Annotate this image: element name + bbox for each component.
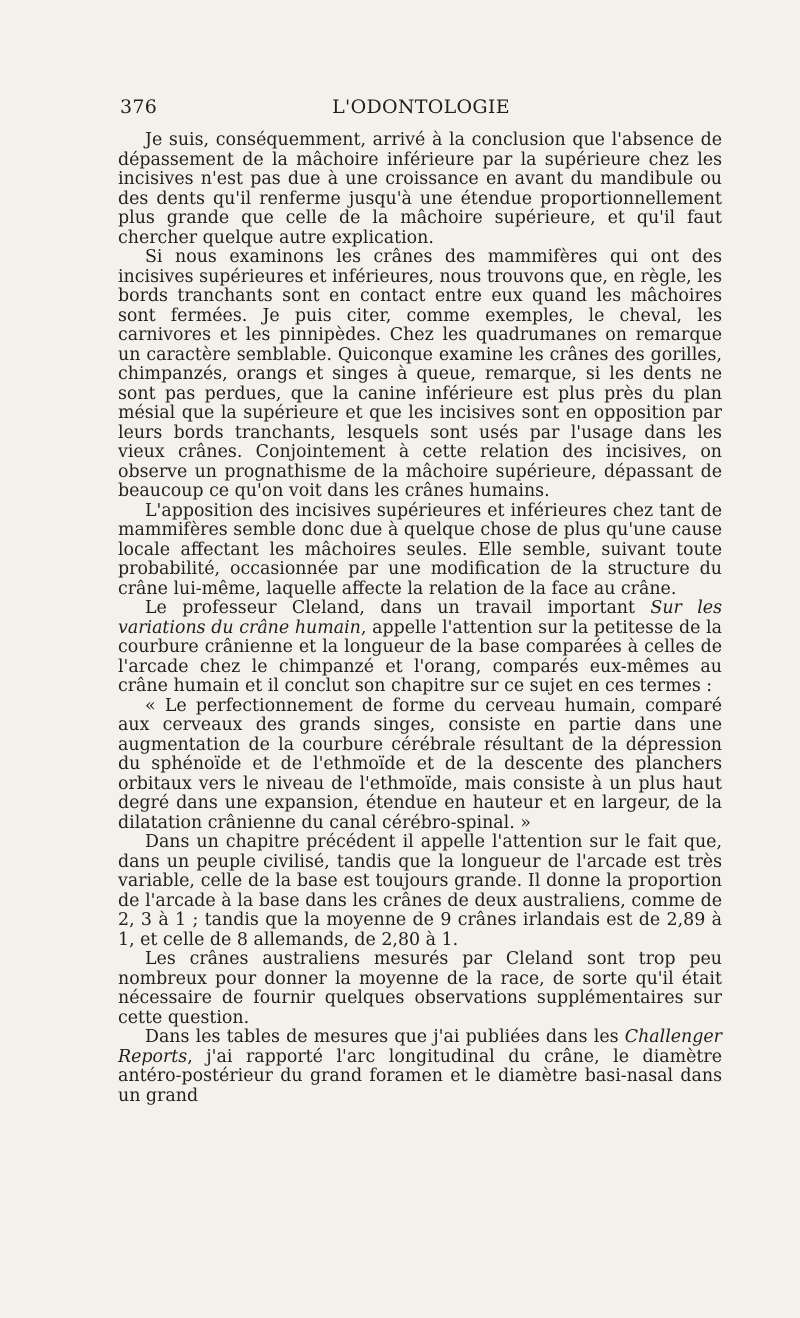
paragraph: Les crânes australiens mesurés par Cleland sont trop peu nombreux pour donner la moyenne de la race, de sorte qu'il était nécessaire de fournir quelques observations supplémentaires sur cette question. bbox=[118, 949, 722, 1028]
paragraph: Dans un chapitre précédent il appelle l'attention sur le fait que, dans un peuple civilisé, tandis que la longueur de l'arcade est très variable, celle de la base est toujours grande. Il donne la proportion de l'arcade à la base dans les crânes de deux australiens, comme de 2, 3 à 1 ; tandis que la moyenne de 9 crânes irlandais est de 2,89 à 1, et celle de 8 allemands, de 2,80 à 1. bbox=[118, 832, 722, 950]
running-title: L'ODONTOLOGIE bbox=[332, 96, 510, 118]
paragraph: L'apposition des incisives supérieures et inférieures chez tant de mammifères semble donc due à quelque chose de plus qu'une cause locale affectant les mâchoires seules. Elle semble, suivant toute probabilité, occasionnée par une modification de la structure du crâne lui-même, laquelle affecte la relation de la face au crâne. bbox=[118, 500, 722, 599]
italic-publication-title: Challenger Reports bbox=[118, 1027, 722, 1067]
paragraph-text: , j'ai rapporté l'arc longitudinal du crâne, le diamètre antéro-postérieur du grand foramen et le diamètre basi-nasal dans un grand bbox=[118, 1046, 722, 1106]
italic-work-title: Sur les variations du crâne humain bbox=[118, 598, 723, 638]
text-column bbox=[118, 131, 722, 1106]
quotation-paragraph: « Le perfectionnement de forme du cerveau humain, comparé aux cerveaux des grands singes, consiste en partie dans une augmentation de la courbure cérébrale résultant de la dépression du sphénoïde et de l'ethmoïde et de la descente des planchers orbitaux vers le niveau de l'ethmoïde, mais consiste à un plus haut degré dans une expansion, étendue en hauteur et en largeur, de la dilatation crânienne du canal cérébro-spinal. » bbox=[118, 695, 722, 833]
paragraph bbox=[118, 1028, 722, 1106]
paragraph: Si nous examinons les crânes des mammifères qui ont des incisives supérieures et inférieures, nous trouvons que, en règle, les bords tranchants sont en contact entre eux quand les mâchoires sont fermées. Je puis citer, comme exemples, le cheval, les carnivores et les pinnipèdes. Chez les quadrumanes on remarque un caractère semblable. Quiconque examine les crânes des gorilles, chimpanzés, orangs et singes à queue, remarque, si les dents ne sont pas perdues, que la canine inférieure est plus près du plan mésial que la supérieure et que les incisives sont en opposition par leurs bords tranchants, lesquels sont usés par l'usage dans les vieux crânes. Conjointement à cette relation des incisives, on observe un prognathisme de la mâchoire supérieure, dépassant de beaucoup ce qu'on voit dans les crânes humains. bbox=[118, 247, 722, 501]
page-header bbox=[120, 96, 722, 126]
paragraph: Je suis, conséquemment, arrivé à la conclusion que l'absence de dépassement de la mâchoire inférieure par la supérieure chez les incisives n'est pas due à une croissance en avant du mandibule ou des dents qu'il renferme jusqu'à une étendue proportionnellement plus grande que celle de la mâchoire supérieure, et qu'il faut chercher quelque autre explication. bbox=[118, 130, 722, 248]
page-number: 376 bbox=[120, 96, 158, 118]
paragraph-text: Dans les tables de mesures que j'ai publiées dans les bbox=[145, 1027, 625, 1047]
paragraph-text: Le professeur Cleland, dans un travail important bbox=[145, 598, 651, 618]
paragraph-text: , appelle l'attention sur la petitesse de la courbure crânienne et la longueur de la base comparées à celles de l'arcade chez le chimpanzé et l'orang, comparés eux-mêmes au crâne humain et il conclut son chapitre sur ce sujet en ces termes : bbox=[118, 617, 722, 696]
paragraph bbox=[118, 599, 722, 697]
